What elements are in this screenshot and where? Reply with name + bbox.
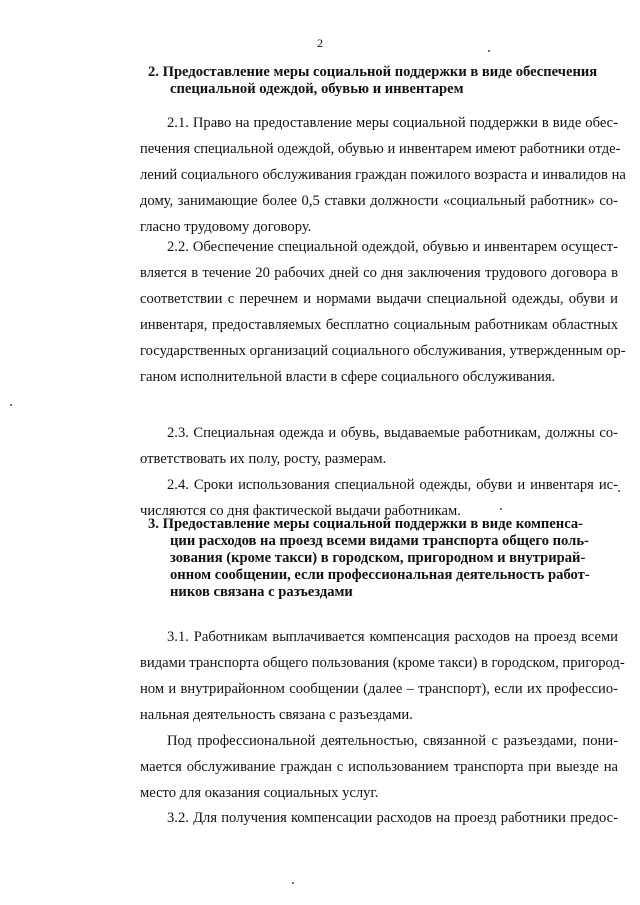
- section-3-heading-line: 3. Предоставление меры социальной поддержки в виде компенса-: [148, 516, 584, 532]
- text-line: 3.1. Работникам выплачивается компенсация расходов на проезд всеми: [167, 629, 618, 645]
- paragraph-3-2: [140, 805, 618, 831]
- text-line: ответствовать их полу, росту, размерам.: [140, 451, 387, 467]
- page-number: 2: [317, 36, 323, 50]
- section-3-heading-line: ников связана с разъездами: [170, 584, 353, 600]
- scan-speck: [500, 508, 502, 510]
- text-line: место для оказания социальных услуг.: [140, 785, 379, 801]
- section-3-heading-line: онном сообщении, если профессиональная деятельность работ-: [170, 567, 590, 583]
- scan-speck: [10, 404, 12, 406]
- paragraph-3-1-continued: [140, 728, 618, 806]
- text-line: нальная деятельность связана с разъездами.: [140, 707, 413, 723]
- text-line: инвентаря, предоставляемых бесплатно социальным работникам областных: [140, 317, 618, 333]
- text-line: 2.2. Обеспечение специальной одеждой, обувью и инвентарем осущест-: [167, 239, 618, 255]
- text-line: соответствии с перечнем и нормами выдачи специальной одежды, обуви и: [140, 291, 618, 307]
- section-3-heading-line: зования (кроме такси) в городском, пригородном и внутрирай-: [170, 550, 586, 566]
- text-line: дому, занимающие более 0,5 ставки должности «социальный работник» со-: [140, 193, 618, 209]
- text-line: ганом исполнительной власти в сфере социального обслуживания.: [140, 369, 556, 385]
- text-line: 3.2. Для получения компенсации расходов на проезд работники предос-: [167, 810, 618, 826]
- text-line: печения специальной одеждой, обувью и инвентарем имеют работники отде-: [140, 141, 621, 157]
- scan-speck: [292, 882, 294, 884]
- text-line: числяются со дня фактической выдачи работникам.: [140, 503, 461, 519]
- text-line: гласно трудовому договору.: [140, 219, 312, 235]
- text-line: ном и внутрирайонном сообщении (далее – транспорт), если их профессио-: [140, 681, 618, 697]
- text-line: Под профессиональной деятельностью, связанной с разъездами, пони-: [167, 733, 618, 749]
- paragraph-3-1: [140, 624, 625, 728]
- paragraph-2-1: [140, 110, 626, 240]
- text-line: вляется в течение 20 рабочих дней со дня заключения трудового договора в: [140, 265, 618, 281]
- text-line: 2.4. Сроки использования специальной одежды, обуви и инвентаря ис-: [167, 477, 618, 493]
- section-2-heading-line2: специальной одеждой, обувью и инвентарем: [170, 81, 464, 97]
- section-3-heading-line: ции расходов на проезд всеми видами транспорта общего поль-: [170, 533, 589, 549]
- paragraph-2-2: [140, 234, 626, 390]
- text-line: 2.3. Специальная одежда и обувь, выдаваемые работникам, должны со-: [167, 425, 618, 441]
- section-3-heading: [148, 516, 618, 601]
- text-line: лений социального обслуживания граждан пожилого возраста и инвалидов на: [140, 167, 626, 183]
- text-line: мается обслуживание граждан с использованием транспорта при выезде на: [140, 759, 618, 775]
- text-line: видами транспорта общего пользования (кроме такси) в городском, пригород-: [140, 655, 625, 671]
- scan-speck: [618, 490, 620, 492]
- section-2-heading-line1: 2. Предоставление меры социальной поддержки в виде обеспечения: [148, 64, 598, 80]
- scan-speck: [488, 50, 490, 52]
- text-line: 2.1. Право на предоставление меры социальной поддержки в виде обес-: [167, 115, 618, 131]
- text-line: государственных организаций социального обслуживания, утвержденным ор-: [140, 343, 626, 359]
- paragraph-2-3: [140, 420, 618, 472]
- section-2-heading: [148, 64, 618, 98]
